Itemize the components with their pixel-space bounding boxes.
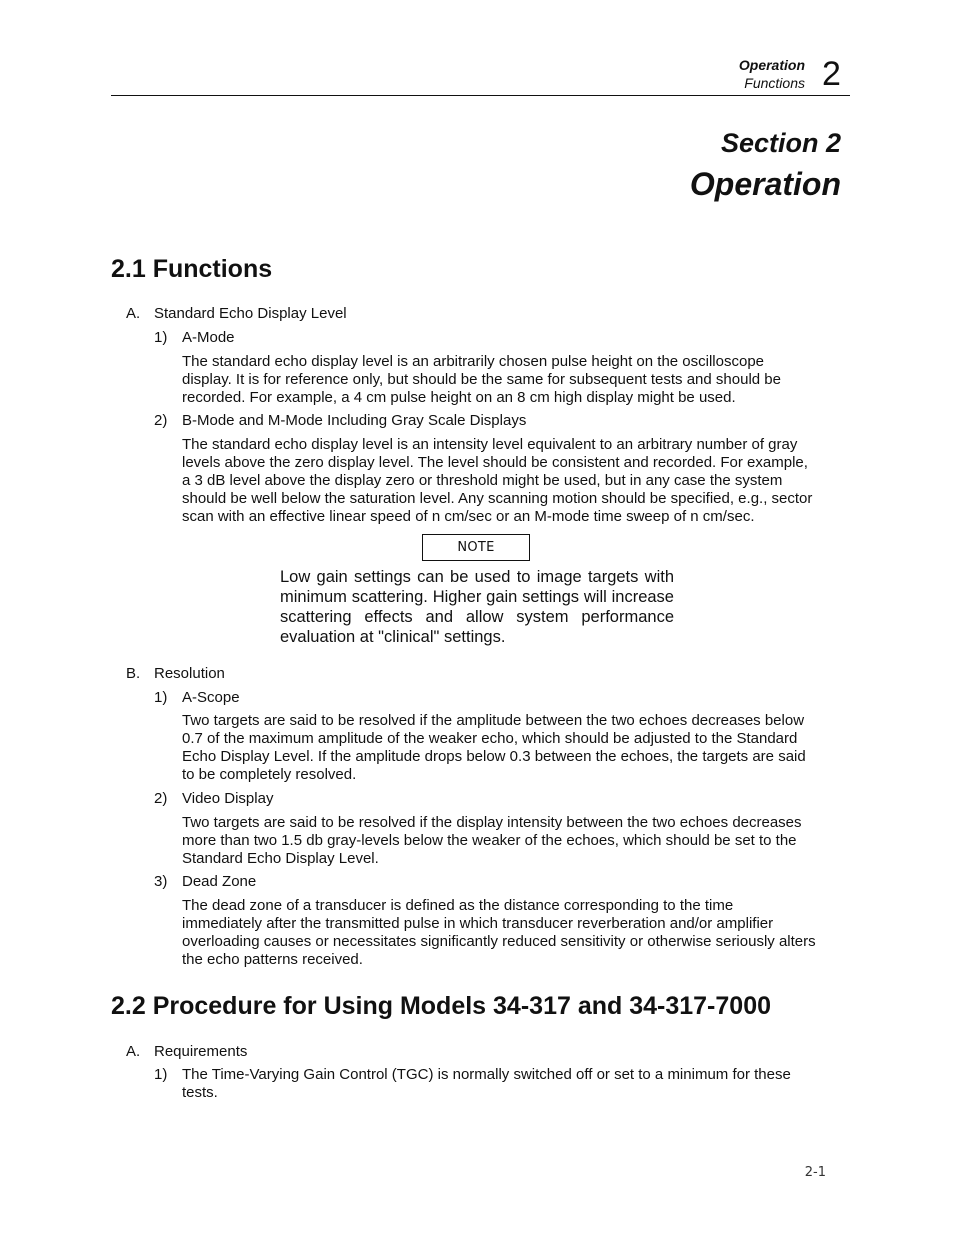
note-label-box: NOTE	[422, 534, 530, 561]
item-b3-paragraph	[182, 897, 844, 969]
page-number: 2-1	[804, 1165, 826, 1180]
section-label: Section 2	[720, 128, 841, 158]
paragraph-line: Two targets are said to be resolved if the display intensity between the two echoes decreases	[182, 814, 802, 831]
list-marker-b3: 3)	[154, 873, 168, 890]
list-marker-2-2-a1: 1)	[154, 1066, 168, 1083]
paragraph-line: the echo patterns received.	[182, 951, 363, 968]
paragraph-line: The dead zone of a transducer is defined as the distance corresponding to the time	[182, 897, 734, 914]
paragraph-line: overloading causes or necessitates significantly reduced sensitivity or otherwise seriously alters	[182, 933, 816, 950]
paragraph-line: to be completely resolved.	[182, 766, 357, 783]
header-chapter-number: 2	[822, 55, 841, 93]
paragraph-line: tests.	[182, 1084, 218, 1101]
paragraph-line: The standard echo display level is an arbitrarily chosen pulse height on the oscilloscope	[182, 353, 765, 370]
section-title: Operation	[689, 166, 841, 202]
item-a-title: Standard Echo Display Level	[154, 305, 347, 322]
list-marker-a: A.	[126, 305, 141, 322]
item-b3-title: Dead Zone	[182, 873, 257, 890]
paragraph-line: The standard echo display level is an intensity level equivalent to an arbitrary number of gray	[182, 436, 798, 453]
note-text: Low gain settings can be used to image targets with minimum scattering. Higher gain settings will increase scattering effects and allow system performance evaluation at "clinical" settings.	[280, 568, 674, 646]
list-marker-b1: 1)	[154, 689, 168, 706]
item-a1-paragraph	[182, 353, 844, 407]
header-divider	[111, 95, 850, 96]
list-marker-a1: 1)	[154, 329, 168, 346]
heading-2-1: 2.1 Functions	[111, 255, 273, 283]
paragraph-line: recorded. For example, a 4 cm pulse height on an 8 cm high display might be used.	[182, 389, 736, 406]
paragraph-line: 0.7 of the maximum amplitude of the weaker echo, which should be adjusted to the Standard	[182, 730, 798, 747]
item-a2-title: B-Mode and M-Mode Including Gray Scale Displays	[182, 412, 527, 429]
item-b1-paragraph	[182, 712, 844, 784]
item-b2-paragraph	[182, 814, 844, 868]
paragraph-line: immediately after the transmitted pulse in which transducer reverberation and/or amplifier	[182, 915, 774, 932]
item-a1-title: A-Mode	[182, 329, 235, 346]
header-chapter-title: Operation	[738, 57, 805, 73]
list-marker-b2: 2)	[154, 790, 168, 807]
paragraph-line: a 3 dB level above the display zero or threshold might be used, but in any case the system	[182, 472, 783, 489]
paragraph-line: more than two 1.5 db gray-levels below the weaker of the echoes, which should be set to the	[182, 832, 797, 849]
item-2-2-a-title: Requirements	[154, 1043, 248, 1060]
list-marker-a2: 2)	[154, 412, 168, 429]
paragraph-line: The Time-Varying Gain Control (TGC) is normally switched off or set to a minimum for these	[182, 1066, 791, 1083]
paragraph-line: Standard Echo Display Level.	[182, 850, 379, 867]
header-section-subtitle: Functions	[744, 75, 805, 91]
heading-2-2: 2.2 Procedure for Using Models 34-317 and 34-317-7000	[111, 992, 771, 1020]
paragraph-line: Two targets are said to be resolved if the amplitude between the two echoes decreases below	[182, 712, 805, 729]
paragraph-line: should be well below the saturation level. Any scanning motion should be specified, e.g., sector	[182, 490, 813, 507]
list-marker-b: B.	[126, 665, 141, 682]
paragraph-line: display. It is for reference only, but should be the same for subsequent tests and should be	[182, 371, 781, 388]
item-a2-paragraph	[182, 436, 844, 526]
item-b1-title: A-Scope	[182, 689, 240, 706]
item-b2-title: Video Display	[182, 790, 274, 807]
item-2-2-a1-paragraph	[182, 1066, 844, 1102]
item-b-title: Resolution	[154, 665, 225, 682]
paragraph-line: scan with an effective linear speed of n cm/sec or an M-mode time sweep of n cm/sec.	[182, 508, 755, 525]
paragraph-line: Echo Display Level. If the amplitude drops below 0.3 between the echoes, the targets are said	[182, 748, 806, 765]
list-marker-2-2-a: A.	[126, 1043, 141, 1060]
paragraph-line: levels above the zero display level. The level should be consistent and recorded. For example,	[182, 454, 808, 471]
